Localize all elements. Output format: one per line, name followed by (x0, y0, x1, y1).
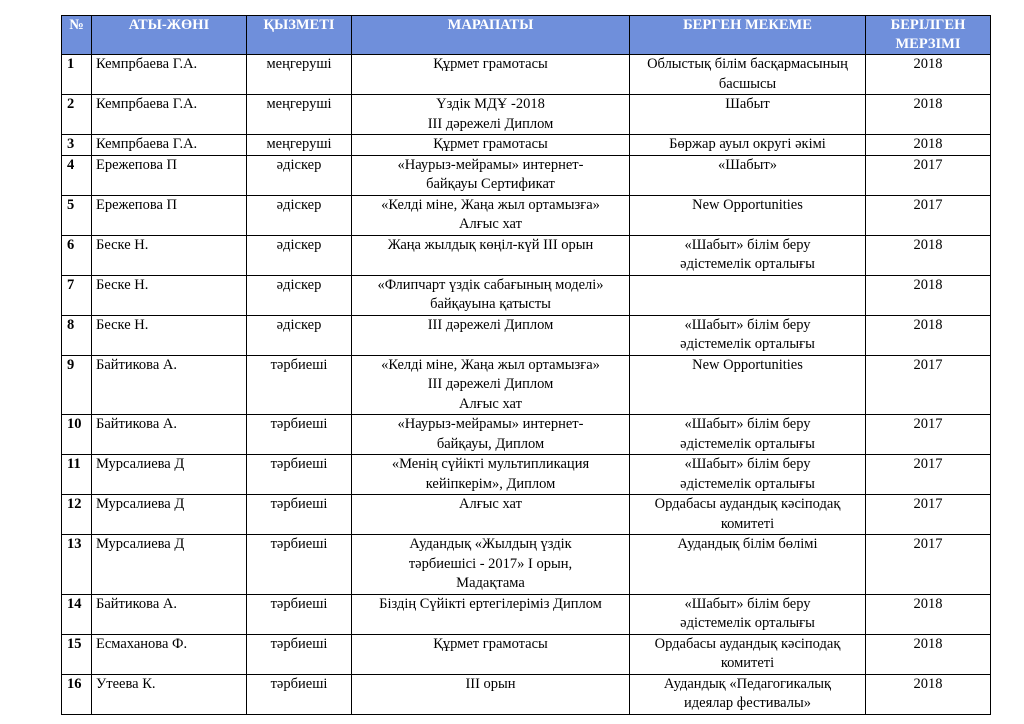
position-cell: тәрбиеші (247, 535, 352, 595)
issuer-cell: New Opportunities (630, 355, 866, 415)
year-cell: 2017 (866, 415, 991, 455)
table-row (62, 275, 991, 315)
year-cell: 2018 (866, 594, 991, 634)
name-cell: Беске Н. (92, 315, 247, 355)
position-cell: тәрбиеші (247, 415, 352, 455)
position-cell: меңгеруші (247, 135, 352, 156)
issuer-cell: «Шабыт» білім беру әдістемелік орталығы (630, 235, 866, 275)
year-cell: 2017 (866, 195, 991, 235)
row-number: 15 (62, 634, 92, 674)
year-cell: 2018 (866, 135, 991, 156)
year-cell: 2018 (866, 674, 991, 714)
issuer-cell: New Opportunities (630, 195, 866, 235)
header-row (62, 16, 991, 55)
position-cell: тәрбиеші (247, 455, 352, 495)
table-row (62, 634, 991, 674)
table-row (62, 674, 991, 714)
award-cell: Аудандық «Жылдың үздік тәрбиешісі - 2017» І орын, Мадақтама (352, 535, 630, 595)
year-cell: 2018 (866, 55, 991, 95)
col-header-number: № (62, 16, 92, 55)
year-cell: 2018 (866, 95, 991, 135)
issuer-cell: «Шабыт» білім беру әдістемелік орталығы (630, 415, 866, 455)
name-cell: Мурсалиева Д (92, 455, 247, 495)
table-row (62, 195, 991, 235)
name-cell: Кемпрбаева Г.А. (92, 135, 247, 156)
issuer-cell: Аудандық «Педагогикалық идеялар фестивалы» (630, 674, 866, 714)
table-row (62, 235, 991, 275)
row-number: 4 (62, 155, 92, 195)
award-cell: ІІІ дәрежелі Диплом (352, 315, 630, 355)
year-cell: 2018 (866, 315, 991, 355)
award-cell: Жаңа жылдық көңіл-күй ІІІ орын (352, 235, 630, 275)
row-number: 13 (62, 535, 92, 595)
col-header-issuer: БЕРГЕН МЕКЕМЕ (630, 16, 866, 55)
year-cell: 2018 (866, 235, 991, 275)
row-number: 6 (62, 235, 92, 275)
table-body (62, 55, 991, 715)
name-cell: Утеева К. (92, 674, 247, 714)
table-row (62, 594, 991, 634)
row-number: 1 (62, 55, 92, 95)
position-cell: меңгеруші (247, 95, 352, 135)
row-number: 3 (62, 135, 92, 156)
name-cell: Ережепова П (92, 155, 247, 195)
position-cell: тәрбиеші (247, 634, 352, 674)
position-cell: әдіскер (247, 155, 352, 195)
col-header-date: БЕРІЛГЕН МЕРЗІМІ (866, 16, 991, 55)
year-cell: 2017 (866, 155, 991, 195)
table-row (62, 355, 991, 415)
row-number: 12 (62, 495, 92, 535)
row-number: 5 (62, 195, 92, 235)
year-cell: 2018 (866, 275, 991, 315)
row-number: 7 (62, 275, 92, 315)
name-cell: Мурсалиева Д (92, 495, 247, 535)
table-row (62, 95, 991, 135)
award-cell: Біздің Сүйікті ертегілеріміз Диплом (352, 594, 630, 634)
table-row (62, 455, 991, 495)
year-cell: 2017 (866, 355, 991, 415)
award-cell: «Наурыз-мейрамы» интернет- байқауы Сертификат (352, 155, 630, 195)
year-cell: 2017 (866, 495, 991, 535)
position-cell: әдіскер (247, 275, 352, 315)
row-number: 11 (62, 455, 92, 495)
position-cell: тәрбиеші (247, 355, 352, 415)
table-row (62, 415, 991, 455)
award-cell: «Наурыз-мейрамы» интернет- байқауы, Диплом (352, 415, 630, 455)
table-row (62, 155, 991, 195)
row-number: 8 (62, 315, 92, 355)
year-cell: 2018 (866, 634, 991, 674)
col-header-award: МАРАПАТЫ (352, 16, 630, 55)
table-row (62, 315, 991, 355)
issuer-cell: Аудандық білім бөлімі (630, 535, 866, 595)
award-cell: «Келді міне, Жаңа жыл ортамызға» Алғыс хат (352, 195, 630, 235)
name-cell: Байтикова А. (92, 355, 247, 415)
issuer-cell (630, 275, 866, 315)
award-cell: «Келді міне, Жаңа жыл ортамызға» ІІІ дәрежелі Диплом Алғыс хат (352, 355, 630, 415)
row-number: 10 (62, 415, 92, 455)
name-cell: Кемпрбаева Г.А. (92, 55, 247, 95)
position-cell: меңгеруші (247, 55, 352, 95)
name-cell: Беске Н. (92, 275, 247, 315)
position-cell: тәрбиеші (247, 674, 352, 714)
award-cell: Құрмет грамотасы (352, 55, 630, 95)
row-number: 2 (62, 95, 92, 135)
position-cell: әдіскер (247, 315, 352, 355)
year-cell: 2017 (866, 455, 991, 495)
awards-table (61, 15, 991, 715)
award-cell: «Флипчарт үздік сабағының моделі» байқауына қатысты (352, 275, 630, 315)
issuer-cell: Бөржар ауыл округі әкімі (630, 135, 866, 156)
award-cell: «Менің сүйікті мультипликация кейіпкерім», Диплом (352, 455, 630, 495)
issuer-cell: «Шабыт» білім беру әдістемелік орталығы (630, 455, 866, 495)
row-number: 16 (62, 674, 92, 714)
issuer-cell: «Шабыт» білім беру әдістемелік орталығы (630, 315, 866, 355)
table-row (62, 55, 991, 95)
name-cell: Байтикова А. (92, 415, 247, 455)
award-cell: Құрмет грамотасы (352, 634, 630, 674)
position-cell: әдіскер (247, 235, 352, 275)
award-cell: ІІІ орын (352, 674, 630, 714)
row-number: 14 (62, 594, 92, 634)
row-number: 9 (62, 355, 92, 415)
issuer-cell: Ордабасы аудандық кәсіподақ комитеті (630, 634, 866, 674)
name-cell: Есмаханова Ф. (92, 634, 247, 674)
col-header-name: АТЫ-ЖӨНІ (92, 16, 247, 55)
position-cell: тәрбиеші (247, 495, 352, 535)
issuer-cell: «Шабыт» білім беру әдістемелік орталығы (630, 594, 866, 634)
issuer-cell: Облыстық білім басқармасының басшысы (630, 55, 866, 95)
award-cell: Құрмет грамотасы (352, 135, 630, 156)
issuer-cell: Ордабасы аудандық кәсіподақ комитеті (630, 495, 866, 535)
name-cell: Мурсалиева Д (92, 535, 247, 595)
table-row (62, 135, 991, 156)
position-cell: тәрбиеші (247, 594, 352, 634)
name-cell: Ережепова П (92, 195, 247, 235)
name-cell: Байтикова А. (92, 594, 247, 634)
name-cell: Кемпрбаева Г.А. (92, 95, 247, 135)
table-row (62, 535, 991, 595)
position-cell: әдіскер (247, 195, 352, 235)
award-cell: Үздік МДҰ -2018 ІІІ дәрежелі Диплом (352, 95, 630, 135)
issuer-cell: Шабыт (630, 95, 866, 135)
name-cell: Беске Н. (92, 235, 247, 275)
issuer-cell: «Шабыт» (630, 155, 866, 195)
year-cell: 2017 (866, 535, 991, 595)
award-cell: Алғыс хат (352, 495, 630, 535)
col-header-position: ҚЫЗМЕТІ (247, 16, 352, 55)
table-row (62, 495, 991, 535)
